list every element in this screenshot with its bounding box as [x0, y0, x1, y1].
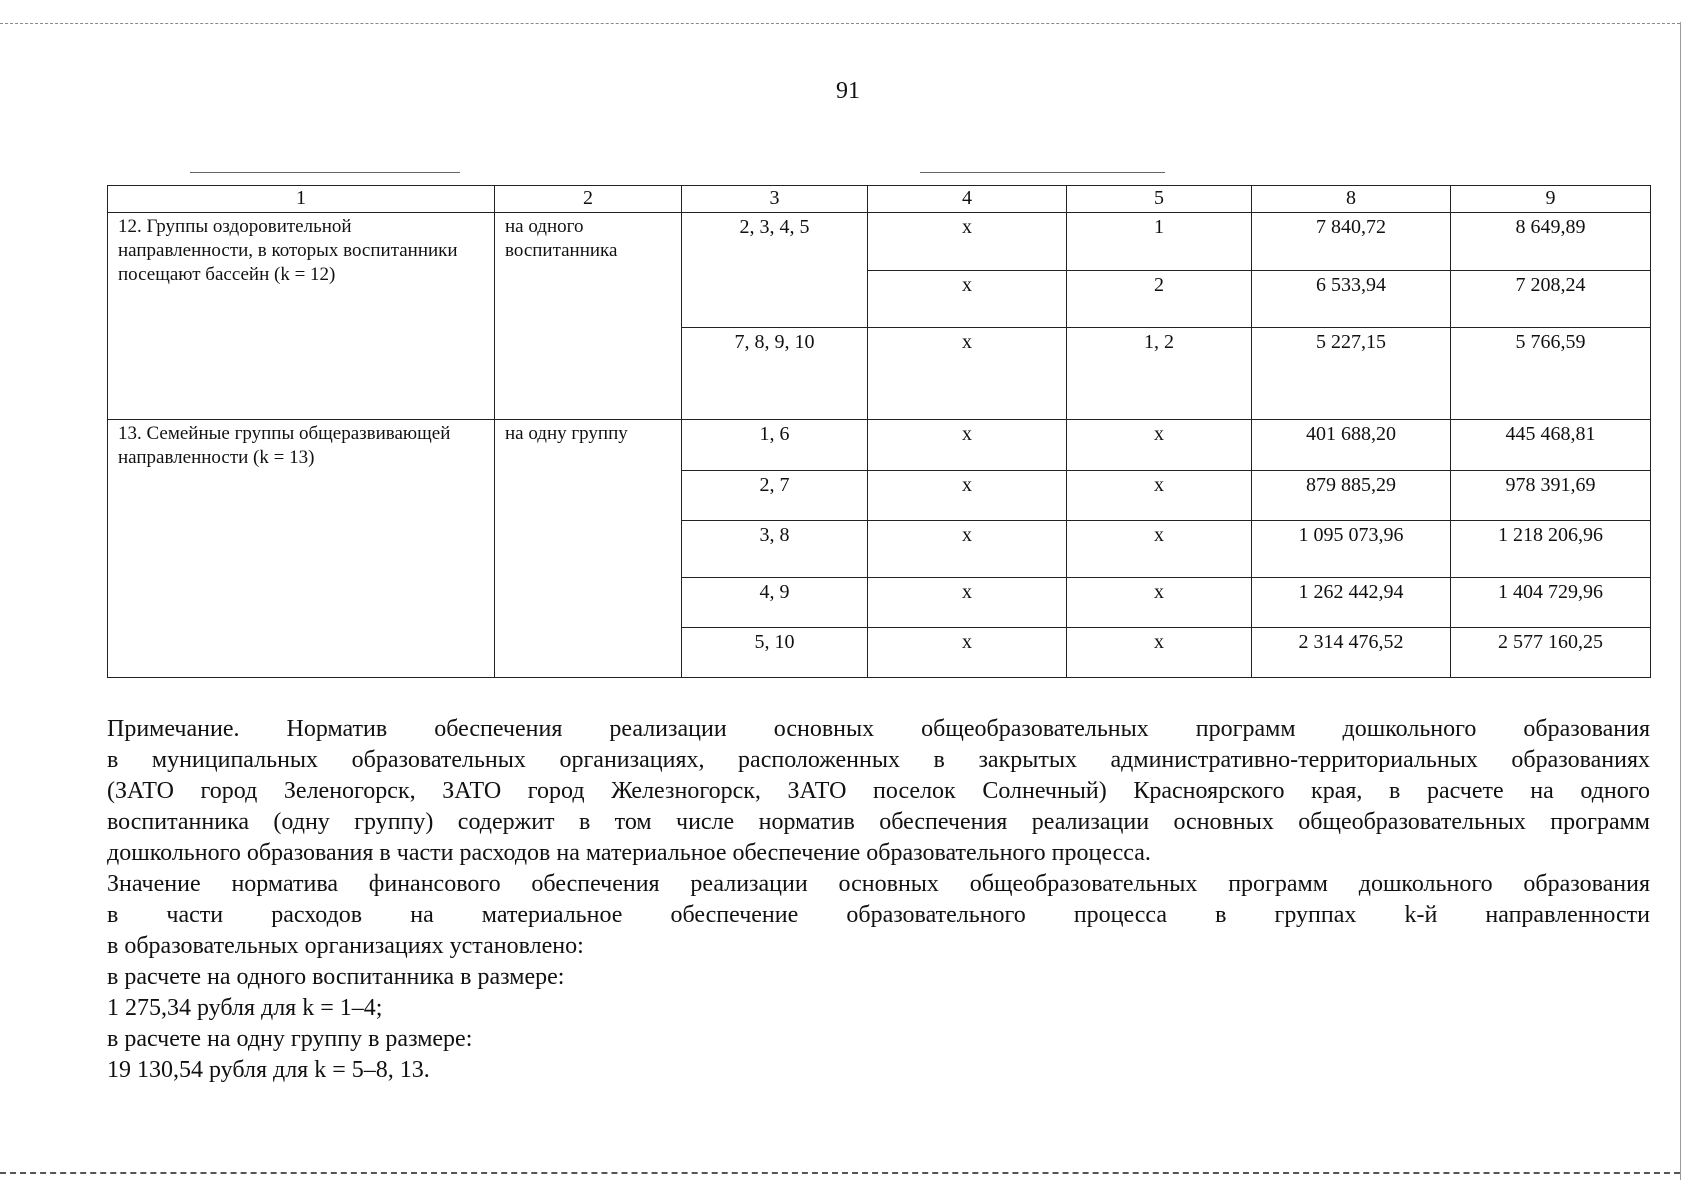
scan-border-top — [0, 23, 1680, 24]
table-cell: 1 — [1067, 213, 1252, 271]
table-row — [108, 420, 1651, 471]
age-cell: 1, 6 — [682, 420, 868, 471]
note-line: 19 130,54 рубля для k = 5–8, 13. — [107, 1057, 430, 1083]
note-line: в части расходов на материальное обеспечение образовательного процесса в группах k-й направленности — [107, 902, 1650, 928]
value-cell: 5 766,59 — [1451, 328, 1651, 420]
header-rule-right — [920, 172, 1165, 173]
page-number: 91 — [836, 78, 860, 104]
column-header: 1 — [108, 186, 495, 213]
note-line: дошкольного образования в части расходов на материальное обеспечение образовательного процесса. — [107, 840, 1151, 866]
column-header: 9 — [1451, 186, 1651, 213]
age-cell: 7, 8, 9, 10 — [682, 328, 868, 420]
value-cell: 1 404 729,96 — [1451, 578, 1651, 628]
unit-cell: на одну группу — [495, 420, 682, 678]
value-cell: 1 095 073,96 — [1252, 521, 1451, 578]
column-header: 4 — [868, 186, 1067, 213]
age-cell: 3, 8 — [682, 521, 868, 578]
table-cell: x — [868, 578, 1067, 628]
age-cell: 5, 10 — [682, 628, 868, 678]
table-cell: x — [868, 213, 1067, 271]
note-line: в расчете на одну группу в размере: — [107, 1026, 473, 1052]
column-header: 5 — [1067, 186, 1252, 213]
column-header: 2 — [495, 186, 682, 213]
table-cell: x — [1067, 521, 1252, 578]
norm-table — [107, 185, 1651, 678]
value-cell: 5 227,15 — [1252, 328, 1451, 420]
note-line: воспитанника (одну группу) содержит в том числе норматив обеспечения реализации основных общеобразовательных программ — [107, 809, 1650, 835]
value-cell: 7 208,24 — [1451, 271, 1651, 328]
value-cell: 1 262 442,94 — [1252, 578, 1451, 628]
value-cell: 2 314 476,52 — [1252, 628, 1451, 678]
note-block — [107, 714, 1650, 1086]
table-row — [108, 213, 1651, 271]
table-cell: x — [868, 420, 1067, 471]
note-line: (ЗАТО город Зеленогорск, ЗАТО город Железногорск, ЗАТО поселок Солнечный) Красноярского края, в расчете на одного — [107, 778, 1650, 804]
table-cell: x — [868, 271, 1067, 328]
note-line: 1 275,34 рубля для k = 1–4; — [107, 995, 383, 1021]
note-line: Примечание. Норматив обеспечения реализации основных общеобразовательных программ дошкольного образования — [107, 716, 1650, 742]
scan-border-bottom — [0, 1172, 1680, 1174]
table-cell: x — [868, 521, 1067, 578]
column-header: 8 — [1252, 186, 1451, 213]
group-name-cell: 12. Группы оздоровительной направленности, в которых воспитанники посещают бассейн (k = 12) — [108, 213, 495, 420]
scan-border-right — [1680, 22, 1681, 1180]
age-cell: 2, 7 — [682, 471, 868, 521]
value-cell: 7 840,72 — [1252, 213, 1451, 271]
value-cell: 8 649,89 — [1451, 213, 1651, 271]
value-cell: 978 391,69 — [1451, 471, 1651, 521]
table-cell: x — [868, 471, 1067, 521]
column-header: 3 — [682, 186, 868, 213]
note-line: в муниципальных образовательных организациях, расположенных в закрытых административно-территориальных образованиях — [107, 747, 1650, 773]
header-rule-left — [190, 172, 460, 173]
age-cell: 2, 3, 4, 5 — [682, 213, 868, 328]
value-cell: 401 688,20 — [1252, 420, 1451, 471]
table-cell: 1, 2 — [1067, 328, 1252, 420]
value-cell: 879 885,29 — [1252, 471, 1451, 521]
group-name-cell: 13. Семейные группы общеразвивающей направленности (k = 13) — [108, 420, 495, 678]
unit-cell: на одного воспитанника — [495, 213, 682, 420]
table-cell: x — [868, 328, 1067, 420]
note-line: Значение норматива финансового обеспечения реализации основных общеобразовательных программ дошкольного образования — [107, 871, 1650, 897]
table-cell: x — [868, 628, 1067, 678]
table-header-row — [108, 186, 1651, 213]
note-line: в образовательных организациях установлено: — [107, 933, 584, 959]
table-cell: x — [1067, 578, 1252, 628]
table-cell: x — [1067, 420, 1252, 471]
value-cell: 445 468,81 — [1451, 420, 1651, 471]
value-cell: 1 218 206,96 — [1451, 521, 1651, 578]
table-cell: 2 — [1067, 271, 1252, 328]
table-cell: x — [1067, 628, 1252, 678]
value-cell: 6 533,94 — [1252, 271, 1451, 328]
value-cell: 2 577 160,25 — [1451, 628, 1651, 678]
table-cell: x — [1067, 471, 1252, 521]
note-line: в расчете на одного воспитанника в размере: — [107, 964, 565, 990]
age-cell: 4, 9 — [682, 578, 868, 628]
